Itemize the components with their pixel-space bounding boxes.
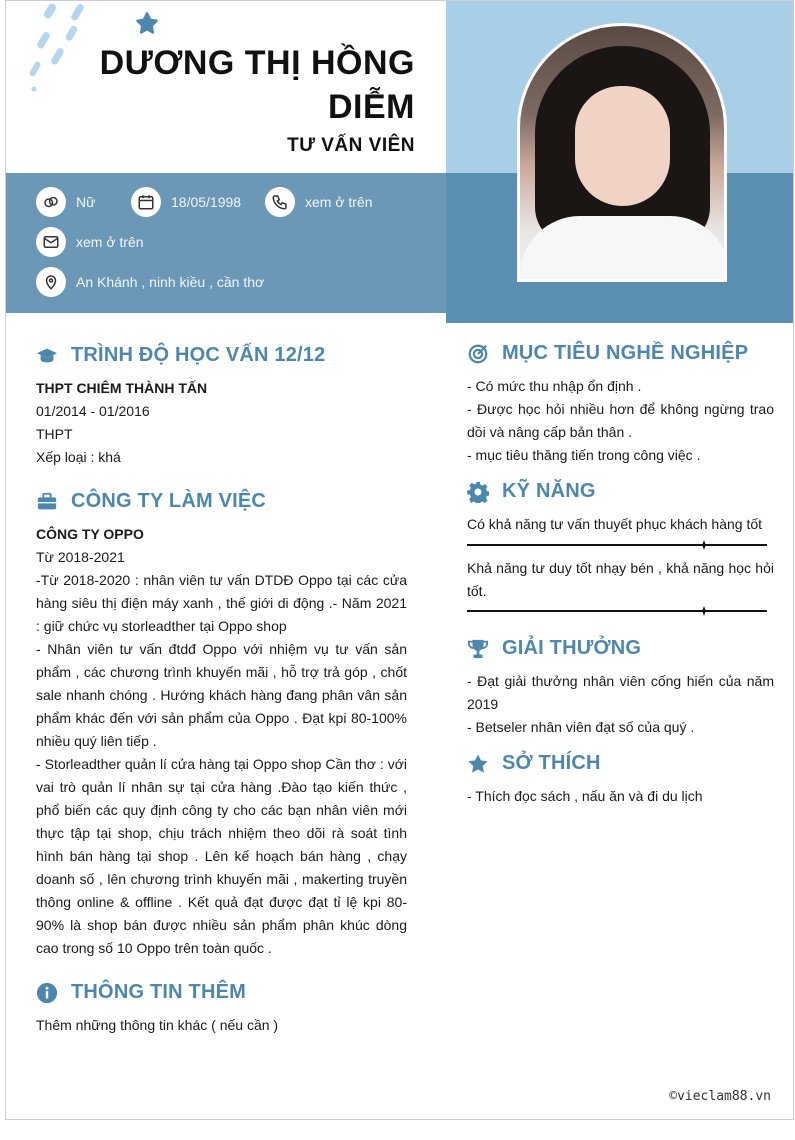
gear-icon <box>467 481 489 503</box>
extra-info-title: THÔNG TIN THÊM <box>36 981 246 1004</box>
calendar-icon <box>131 187 161 217</box>
work-period: Từ 2018-2021 <box>36 549 125 565</box>
skill-2-label: Khả năng tư duy tốt nhạy bén , khả năng học hỏi tốt. <box>467 560 774 599</box>
education-school: THPT CHIÊM THÀNH TẤN <box>36 380 208 396</box>
phone-icon <box>265 187 295 217</box>
star-icon <box>467 753 489 775</box>
education-grade: Xếp loại : khá <box>36 449 121 465</box>
profile-photo <box>517 23 727 282</box>
address-info <box>36 267 264 297</box>
work-paragraph-3: - Storleadther quản lí cửa hàng tại Oppo shop Cần thơ : với vai trò quản lí nhân sự tại cửa hàng .Đào tạo kiến thức , phổ biến các quy định công ty cho các bạn nhân viên mới thực tập tại shop, chịu trách nhiệm theo dõi rà soát tình hình bán hàng tại shop . Lên kế hoạch bán hàng , chạy doanh số , lên chương trình khuyến mãi , makerting truyền thông online & offline . Kết quả đạt được đạt tỉ lệ kpi 80-90% là shop bán được nhiều sản phẩm phân khúc dòng cao trong số 10 Oppo trên toàn quốc . <box>36 756 407 956</box>
hobbies-title: SỞ THÍCH <box>467 752 601 775</box>
skill-1-marker-icon <box>699 540 709 550</box>
target-icon <box>467 343 489 365</box>
education-title: TRÌNH ĐỘ HỌC VẤN 12/12 <box>36 344 325 367</box>
gender-info <box>36 187 95 217</box>
cv-page <box>5 0 794 1120</box>
work-paragraph-1: -Từ 2018-2020 : nhân viên tư vấn DTDĐ Oppo tại các cửa hàng siêu thị điện máy xanh , thế giới di động .- Năm 2021 : giữ chức vụ storleadther tại Oppo shop <box>36 572 407 634</box>
extra-info-text: Thêm những thông tin khác ( nếu cần ) <box>36 1017 279 1033</box>
objective-line-2: - Được học hỏi nhiều hơn để không ngừng trao dồi và nâng cấp bản thân . <box>467 401 774 440</box>
info-circle-icon <box>36 982 58 1004</box>
work-title: CÔNG TY LÀM VIỆC <box>36 490 266 513</box>
location-pin-icon <box>36 267 66 297</box>
candidate-name <box>85 41 415 129</box>
watermark-footer: ©vieclam88.vn <box>669 1089 771 1104</box>
awards-title: GIẢI THƯỞNG <box>467 637 641 660</box>
objective-title: MỤC TIÊU NGHỀ NGHIỆP <box>467 342 748 365</box>
gender-value: Nữ <box>76 194 96 210</box>
email-value: xem ở trên <box>76 234 144 250</box>
award-2: - Betseler nhân viên đạt số của quý . <box>467 719 695 735</box>
address-value: An Khánh , ninh kiều , cần thơ <box>76 274 265 290</box>
phone-info <box>265 187 373 217</box>
mail-icon <box>36 227 66 257</box>
briefcase-icon <box>36 491 58 513</box>
name-line-1: DƯƠNG THỊ HỒNG <box>99 44 415 82</box>
skill-1-bar <box>467 544 767 546</box>
graduation-cap-icon <box>36 345 58 367</box>
birthday-value: 18/05/1998 <box>171 194 242 210</box>
objective-line-3: - mục tiêu thăng tiến trong công việc . <box>467 447 701 463</box>
work-company: CÔNG TY OPPO <box>36 526 144 542</box>
birthday-info <box>131 187 241 217</box>
objective-line-1: - Có mức thu nhập ổn định . <box>467 378 642 394</box>
hobby-1: - Thích đọc sách , nấu ăn và đi du lịch <box>467 788 703 804</box>
work-paragraph-2: - Nhân viên tư vấn đtdđ Oppo với nhiệm vụ tư vấn sản phẩm , các chương trình khuyến mãi , hỗ trợ trả góp , chốt sale nhanh chóng . Hướng khách hàng đang phân vân sản phẩm khác đến với sản phẩm của Oppo . Đạt kpi 80-100% nhiều quý liên tiếp . <box>36 641 407 749</box>
email-info <box>36 227 144 257</box>
phone-value: xem ở trên <box>305 194 373 210</box>
skill-2-marker-icon <box>699 606 709 616</box>
name-line-2: DIỄM <box>328 88 415 126</box>
skills-title: KỸ NĂNG <box>467 480 596 503</box>
gender-icon <box>36 187 66 217</box>
education-level: THPT <box>36 426 73 442</box>
candidate-role: TƯ VẤN VIÊN <box>287 135 415 156</box>
skill-2-bar <box>467 610 767 612</box>
star-decoration-icon <box>134 11 160 37</box>
education-period: 01/2014 - 01/2016 <box>36 403 150 419</box>
award-1: - Đạt giải thưởng nhân viên cống hiến của năm 2019 <box>467 673 774 712</box>
skill-1-label: Có khả năng tư vấn thuyết phục khách hàng tốt <box>467 516 763 532</box>
trophy-icon <box>467 638 489 660</box>
